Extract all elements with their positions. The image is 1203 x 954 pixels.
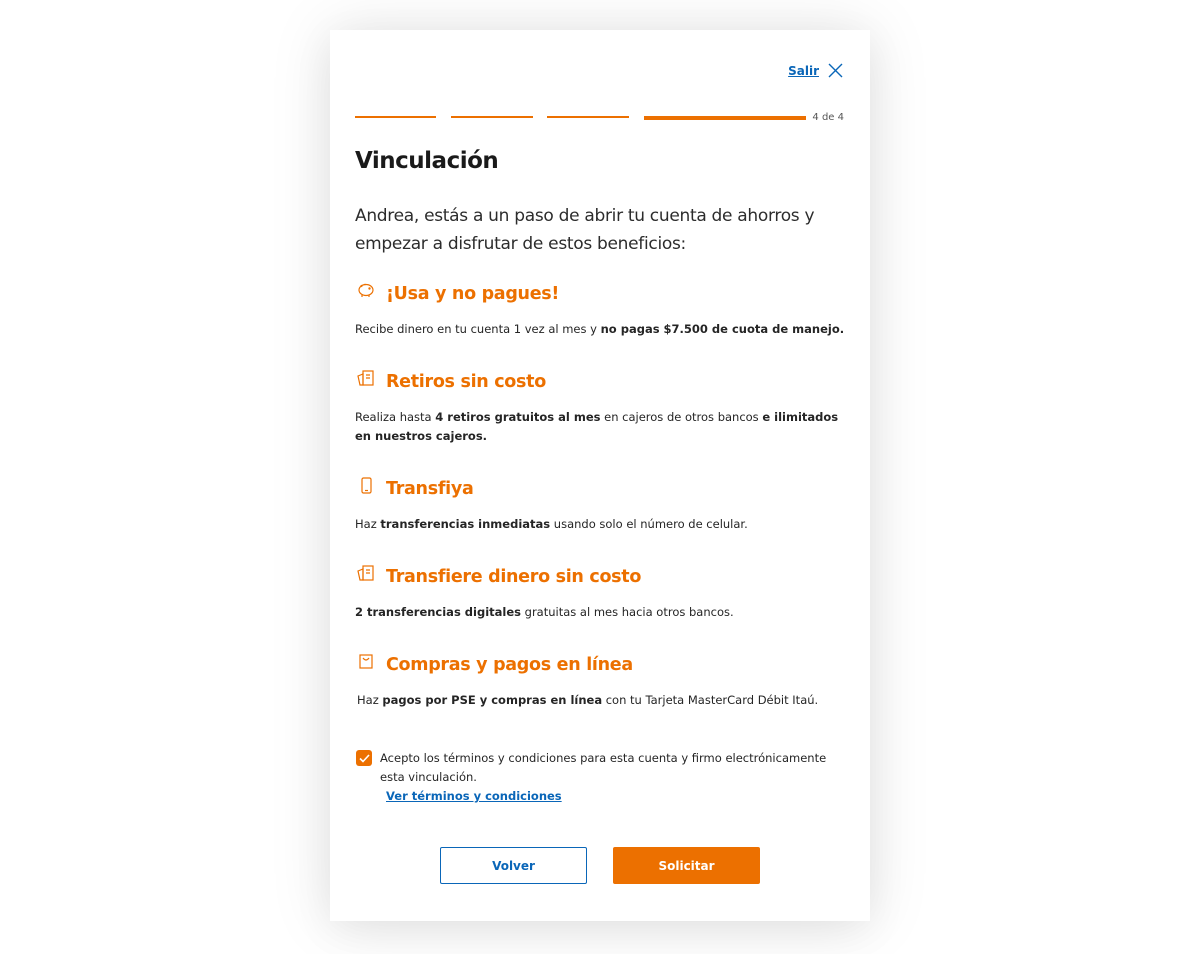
money-transfer-icon (355, 563, 377, 585)
progress-step-1 (355, 116, 436, 118)
benefit-item (355, 369, 845, 446)
close-icon[interactable] (828, 63, 843, 78)
desc-text: usando solo el número de celular. (550, 517, 748, 531)
page-title: Vinculación (355, 148, 499, 174)
desc-highlight: e ilimitados en nuestros cajeros. (355, 410, 839, 443)
benefit-title: Transfiere dinero sin costo (386, 567, 642, 587)
desc-text: con tu Tarjeta MasterCard Débit Itaú. (602, 693, 819, 707)
step-progress-bar (355, 116, 844, 120)
progress-step-2 (451, 116, 533, 118)
submit-button[interactable]: Solicitar (613, 847, 760, 884)
benefit-description (355, 515, 845, 534)
desc-text: Haz (357, 693, 383, 707)
benefit-description (355, 603, 845, 622)
exit-control[interactable] (788, 63, 843, 78)
desc-highlight: pagos por PSE y compras en línea (382, 693, 603, 707)
terms-link[interactable]: Ver términos y condiciones (386, 789, 562, 803)
desc-text: Haz (355, 517, 381, 531)
terms-checkbox[interactable] (356, 750, 372, 766)
benefit-item (355, 564, 845, 622)
benefit-title: Compras y pagos en línea (386, 655, 633, 675)
step-counter: 4 de 4 (812, 112, 844, 123)
cash-withdrawal-icon (355, 368, 377, 390)
onboarding-card (330, 30, 870, 921)
piggy-bank-icon (355, 280, 377, 302)
desc-highlight: 2 transferencias digitales (355, 605, 521, 619)
benefit-description (355, 408, 845, 446)
benefit-item (355, 476, 845, 534)
benefit-item (355, 281, 845, 339)
desc-text: gratuitas al mes hacia otros bancos. (521, 605, 734, 619)
exit-link[interactable]: Salir (788, 63, 819, 78)
back-button[interactable]: Volver (440, 847, 587, 884)
benefit-description (357, 691, 845, 710)
desc-text: Realiza hasta (355, 410, 436, 424)
desc-highlight: no pagas $7.500 de cuota de manejo. (600, 322, 845, 336)
shopping-bag-icon (355, 651, 377, 673)
intro-text: Andrea, estás a un paso de abrir tu cuenta de ahorros y empezar a disfrutar de estos beneficios: (355, 206, 815, 254)
benefit-title: Retiros sin costo (386, 372, 546, 392)
desc-highlight: transferencias inmediatas (380, 517, 551, 531)
desc-text: Recibe dinero en tu cuenta 1 vez al mes y (355, 322, 601, 336)
checkmark-icon (359, 754, 370, 763)
progress-step-3 (547, 116, 629, 118)
terms-section (355, 749, 845, 803)
benefit-title: Transfiya (386, 479, 474, 499)
desc-highlight: 4 retiros gratuitos al mes (435, 410, 601, 424)
mobile-phone-icon (355, 475, 377, 497)
desc-text: en cajeros de otros bancos (600, 410, 763, 424)
benefit-item (355, 652, 845, 710)
benefit-title: ¡Usa y no pagues! (386, 284, 560, 304)
terms-label: Acepto los términos y condiciones para esta cuenta y firmo electrónicamente esta vinculación. (380, 751, 827, 784)
benefit-description (355, 320, 845, 339)
progress-step-4 (644, 116, 806, 120)
